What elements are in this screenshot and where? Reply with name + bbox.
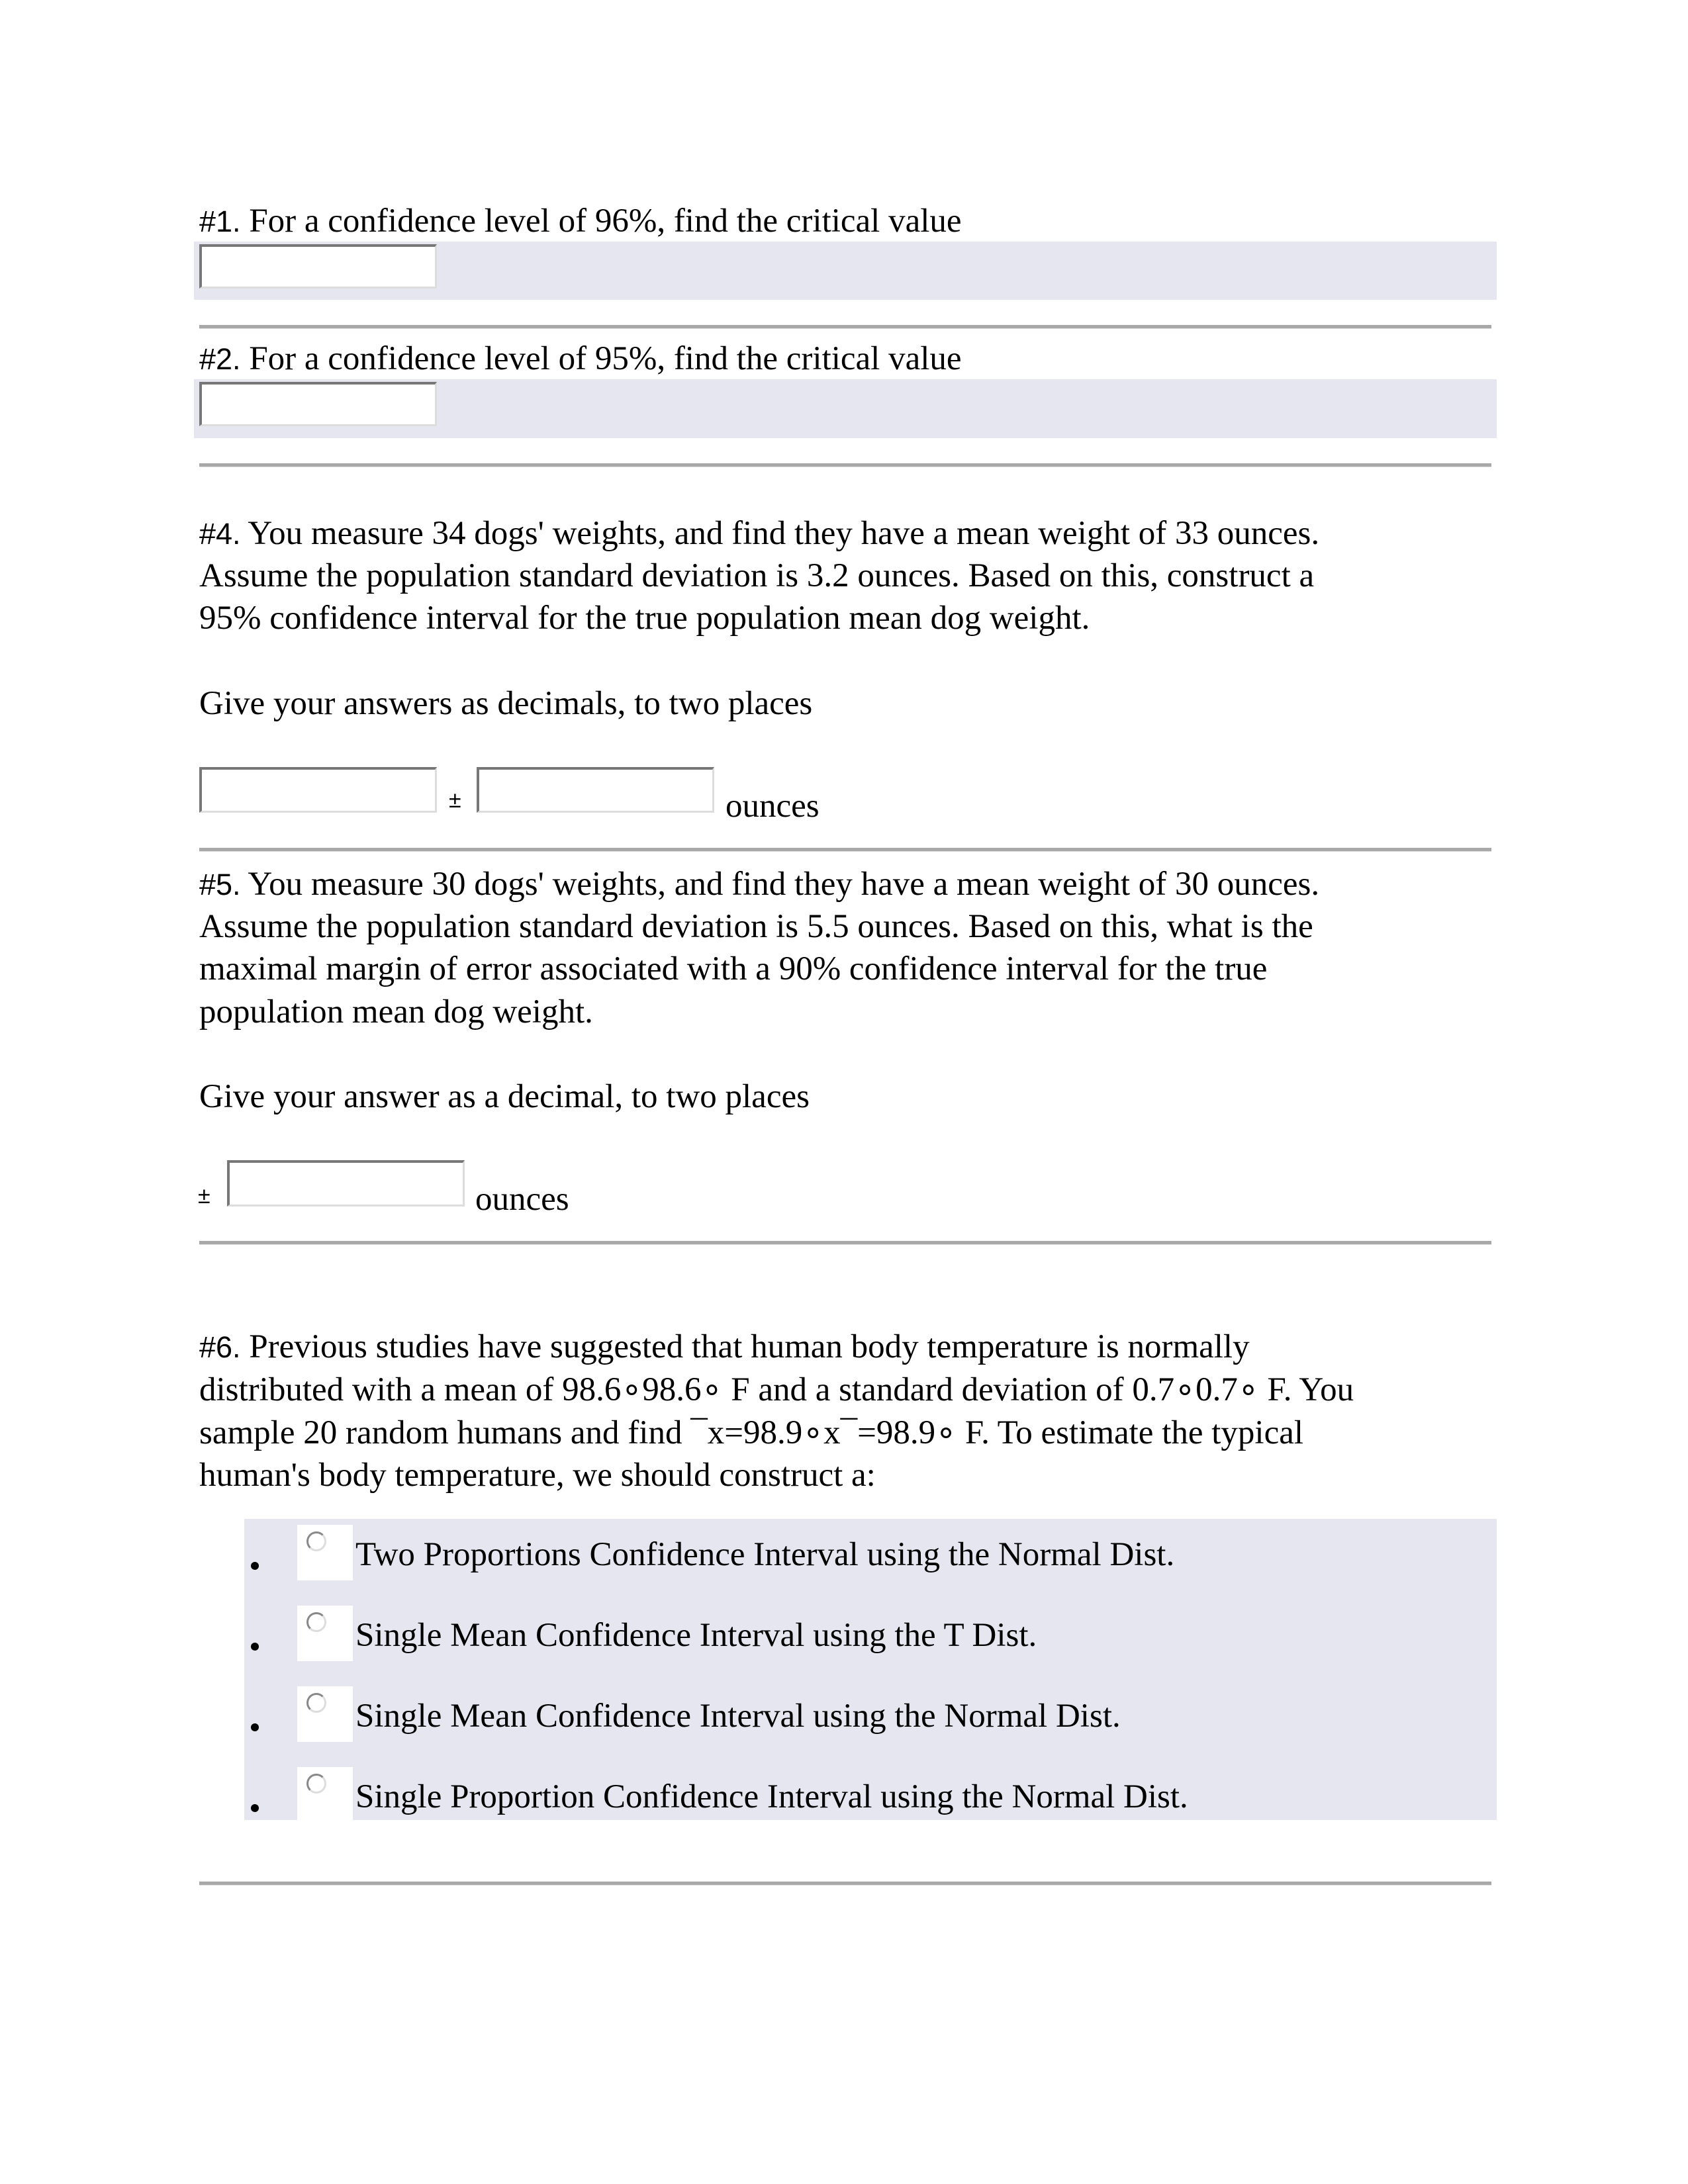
bullet-icon	[251, 1562, 259, 1570]
option-label: Two Proportions Confidence Interval using the Normal Dist.	[355, 1536, 1175, 1573]
plus-minus-sign: ±	[198, 1183, 211, 1208]
option-row[interactable]	[244, 1682, 1497, 1763]
option-label: Single Mean Confidence Interval using the Normal Dist.	[355, 1698, 1121, 1735]
radio-button[interactable]	[297, 1767, 353, 1823]
radio-button[interactable]	[297, 1606, 353, 1661]
option-row[interactable]	[244, 1763, 1497, 1844]
question-5-margin-input[interactable]	[227, 1160, 465, 1206]
question-2-answer-input[interactable]	[199, 382, 437, 426]
question-6-line: sample 20 random humans and find ¯x=98.9∘x¯=98.9∘ F. To estimate the typical	[199, 1414, 1304, 1451]
option-row[interactable]	[244, 1521, 1497, 1602]
option-row[interactable]	[244, 1602, 1497, 1682]
question-2-prompt: #2. For a confidence level of 95%, find the critical value	[199, 340, 962, 377]
question-5-line: population mean dog weight.	[199, 993, 593, 1030]
option-label: Single Mean Confidence Interval using the T Dist.	[355, 1617, 1037, 1654]
plus-minus-sign: ±	[449, 788, 461, 813]
bullet-icon	[251, 1643, 259, 1651]
divider	[199, 1882, 1491, 1886]
question-4-line: Assume the population standard deviation is 3.2 ounces. Based on this, construct a	[199, 557, 1315, 594]
question-5-line: Assume the population standard deviation is 5.5 ounces. Based on this, what is the	[199, 908, 1313, 945]
bullet-icon	[251, 1723, 259, 1731]
question-5-instruction: Give your answer as a decimal, to two places	[199, 1078, 810, 1115]
radio-button[interactable]	[297, 1525, 353, 1580]
question-4-margin-input[interactable]	[477, 767, 714, 813]
question-1-prompt: #1. For a confidence level of 96%, find the critical value	[199, 203, 962, 240]
unit-label: ounces	[726, 788, 820, 825]
question-6-prompt: #6. Previous studies have suggested that human body temperature is normally	[199, 1328, 1250, 1365]
question-1-answer-input[interactable]	[199, 244, 437, 289]
divider	[199, 1241, 1491, 1245]
option-label: Single Proportion Confidence Interval using the Normal Dist.	[355, 1778, 1188, 1815]
question-4-estimate-input[interactable]	[199, 767, 437, 813]
bullet-icon	[251, 1804, 259, 1812]
question-6-line: distributed with a mean of 98.6∘98.6∘ F and a standard deviation of 0.7∘0.7∘ F. You	[199, 1371, 1354, 1408]
question-5-prompt: #5. You measure 30 dogs' weights, and find they have a mean weight of 30 ounces.	[199, 866, 1320, 903]
question-4-line: 95% confidence interval for the true population mean dog weight.	[199, 600, 1090, 637]
question-4-prompt: #4. You measure 34 dogs' weights, and find they have a mean weight of 33 ounces.	[199, 515, 1320, 552]
question-5-line: maximal margin of error associated with a 90% confidence interval for the true	[199, 950, 1268, 987]
question-4-instruction: Give your answers as decimals, to two places	[199, 685, 813, 722]
divider	[199, 463, 1491, 467]
unit-label: ounces	[475, 1181, 569, 1218]
divider	[199, 848, 1491, 852]
question-6-line: human's body temperature, we should construct a:	[199, 1457, 876, 1494]
divider	[199, 325, 1491, 329]
radio-button[interactable]	[297, 1686, 353, 1742]
